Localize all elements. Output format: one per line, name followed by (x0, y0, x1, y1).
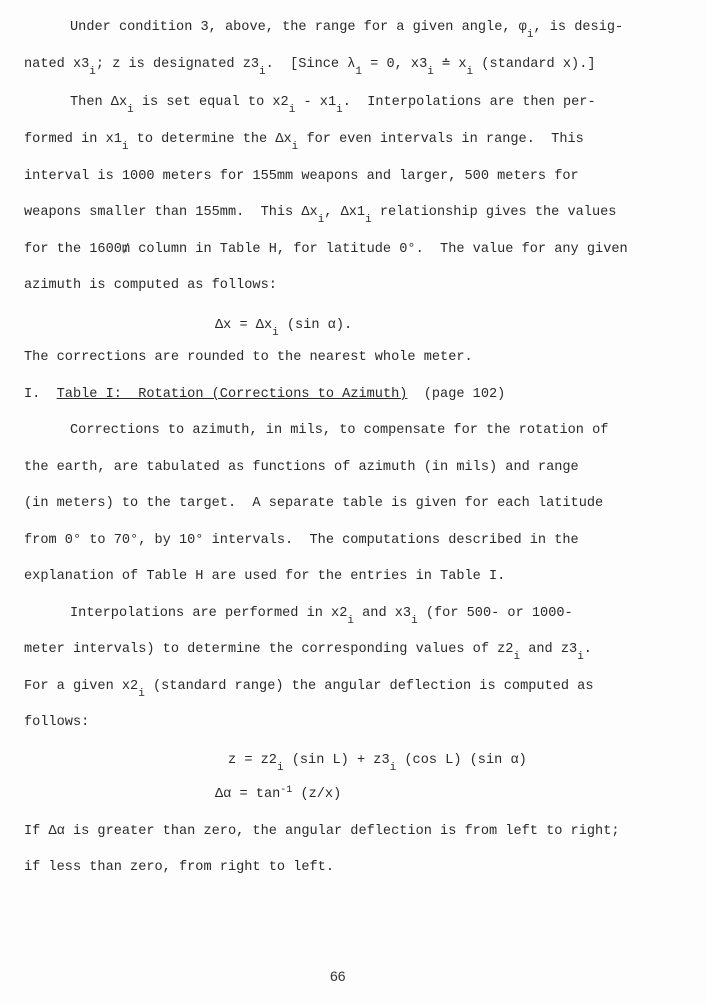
para5-line2: if less than zero, from right to left. (24, 860, 334, 875)
subscript: i (347, 615, 354, 627)
text: (z/x) (292, 787, 342, 802)
text: nated x3 (24, 57, 90, 72)
section-heading (24, 386, 505, 404)
subscript: i (121, 141, 129, 153)
subscript: i (288, 104, 296, 116)
text: Under condition 3, above, the range for a given angle, (70, 20, 519, 35)
para4-line2 (24, 641, 592, 663)
subscript: i (317, 214, 325, 226)
subscript: i (427, 66, 434, 78)
text: z = z2 (228, 753, 277, 768)
para4-line1 (70, 605, 573, 627)
text: relationship gives the values (371, 205, 617, 220)
rounded-note: The corrections are rounded to the nearest whole meter. (24, 350, 473, 365)
text: (standard x).] (473, 57, 596, 72)
text: ; z is designated z3 (95, 57, 260, 72)
subscript: i (259, 66, 266, 78)
para5-line1: If Δα is greater than zero, the angular deflection is from left to right; (24, 824, 620, 839)
subscript: i (138, 688, 145, 700)
text: (for 500- or 1000- (417, 606, 573, 621)
para3-line3: (in meters) to the target. A separate table is given for each latitude (24, 496, 604, 511)
para2-line4 (24, 204, 617, 226)
text: for even intervals in range. This (298, 132, 584, 147)
para3-line1: Corrections to azimuth, in mils, to compensate for the rotation of (70, 423, 609, 438)
text: Δα = tan (215, 787, 281, 802)
subscript: i (389, 762, 397, 774)
section-page-ref: (page 102) (407, 387, 506, 402)
text: to determine the Δx (128, 132, 292, 147)
text: . Interpolations are then per- (342, 95, 596, 110)
text: meter intervals) to determine the corresponding values of z2 (24, 642, 514, 657)
page-number: 66 (330, 968, 346, 984)
text: = 0, x3 (361, 57, 428, 72)
subscript: i (411, 615, 418, 627)
para2-line5: for the 1600₥ column in Table H, for latitude 0°. The value for any given (24, 242, 628, 257)
text: (standard range) the angular deflection is computed as (144, 679, 594, 694)
subscript: i (127, 104, 134, 116)
subscript: i (291, 141, 299, 153)
text: For a given x2 (24, 679, 139, 694)
text: Δx = Δx (215, 318, 273, 333)
para2-line2 (24, 131, 584, 153)
subscript: i (513, 651, 521, 663)
text: weapons smaller than 155mm. This Δx (24, 205, 318, 220)
para1-line2 (24, 56, 596, 78)
equation-z (228, 752, 527, 774)
subscript: i (466, 66, 474, 78)
para3-line5: explanation of Table H are used for the entries in Table I. (24, 569, 506, 584)
text: (cos L) (sin α) (396, 753, 527, 768)
subscript: i (526, 29, 534, 41)
para2-line1 (70, 94, 596, 116)
para3-line4: from 0° to 70°, by 10° intervals. The computations described in the (24, 533, 579, 548)
para2-line6: azimuth is computed as follows: (24, 278, 277, 293)
para3-line2: the earth, are tabulated as functions of azimuth (in mils) and range (24, 460, 579, 475)
text: Then Δx (70, 95, 128, 110)
subscript: i (577, 651, 584, 663)
text: formed in x1 (24, 132, 122, 147)
para2-line3: interval is 1000 meters for 155mm weapons and larger, 500 meters for (24, 169, 579, 184)
text: . [Since λ (265, 57, 356, 72)
text: is set equal to x2 (133, 95, 289, 110)
subscript: i (89, 66, 96, 78)
text: , is desig- (533, 20, 624, 35)
phi-symbol: φ (518, 20, 527, 35)
equation-delta-x (215, 317, 353, 339)
text: Interpolations are performed in x2 (70, 606, 348, 621)
section-title: Table I: Rotation (Corrections to Azimuth) (56, 387, 408, 402)
subscript: 1 (355, 66, 362, 78)
subscript: i (276, 762, 284, 774)
equation-delta-alpha (215, 786, 341, 804)
section-number: I. (24, 387, 57, 402)
para4-line3 (24, 678, 594, 700)
superscript: -1 (280, 785, 293, 796)
text: - x1 (295, 95, 337, 110)
subscript: i (365, 214, 372, 226)
text: ≐ x (433, 57, 467, 72)
text: and x3 (353, 606, 412, 621)
para4-line4: follows: (24, 715, 90, 730)
para1-line1 (70, 19, 624, 41)
text: (sin α). (278, 318, 353, 333)
text: , Δx1 (324, 205, 366, 220)
subscript: i (336, 104, 343, 116)
text: (sin L) + z3 (283, 753, 390, 768)
subscript: i (272, 327, 279, 339)
text: . (583, 642, 592, 657)
text: and z3 (520, 642, 578, 657)
